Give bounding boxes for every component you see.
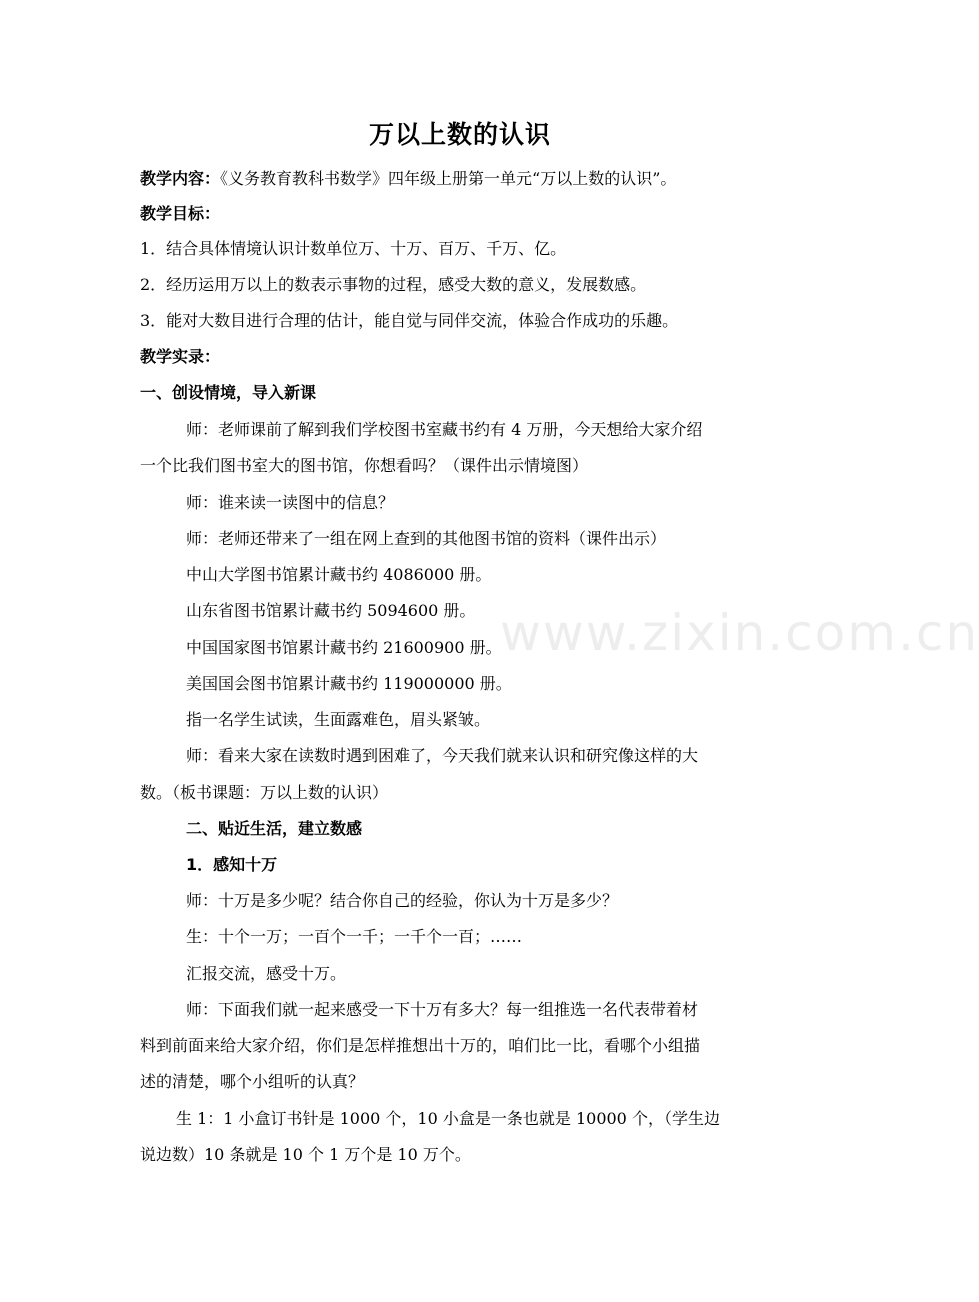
objective-item-3: 3．能对大数目进行合理的估计，能自觉与同伴交流，体验合作成功的乐趣。 (140, 311, 679, 330)
section2-paragraph-line: 生：十个一万；一百个一千；一千个一百；…… (186, 927, 523, 946)
section1-paragraph-line: 师：看来大家在读数时遇到困难了，今天我们就来认识和研究像这样的大 (186, 746, 699, 765)
content-label: 教学内容： (140, 169, 221, 188)
section1-paragraph-line: 指一名学生试读，生面露难色，眉头紧皱。 (186, 710, 491, 729)
library-item: 山东省图书馆累计藏书约 5094600 册。 (186, 601, 476, 620)
library-item: 美国国会图书馆累计藏书约 119000000 册。 (186, 674, 512, 693)
record-label: 教学实录： (140, 347, 221, 366)
section2-paragraph-line: 汇报交流，感受十万。 (186, 964, 347, 983)
section2-paragraph-line: 师：下面我们就一起来感受一下十万有多大？每一组推选一名代表带着材 (186, 1000, 699, 1019)
section2-paragraph-line: 生 1：1 小盒订书针是 1000 个，10 小盒是一条也就是 10000 个，（学生边 (176, 1109, 720, 1128)
section2-paragraph-line: 料到前面来给大家介绍，你们是怎样推想出十万的，咱们比一比，看哪个小组描 (140, 1036, 701, 1055)
content-text: 《义务教育教科书数学》四年级上册第一单元“万以上数的认识”。 (220, 169, 677, 188)
objective-item-2: 2．经历运用万以上的数表示事物的过程，感受大数的意义，发展数感。 (140, 275, 647, 294)
section2-paragraph-line: 师：十万是多少呢？结合你自己的经验，你认为十万是多少？ (186, 891, 619, 910)
library-item: 中山大学图书馆累计藏书约 4086000 册。 (186, 565, 492, 584)
section2-paragraph-line: 述的清楚，哪个小组听的认真？ (140, 1072, 365, 1091)
section1-heading: 一、创设情境，导入新课 (140, 383, 317, 402)
content-line (140, 167, 676, 191)
section1-paragraph-line: 一个比我们图书室大的图书馆，你想看吗？（课件出示情境图） (140, 456, 589, 475)
objective-item-1: 1．结合具体情境认识计数单位万、十万、百万、千万、亿。 (140, 239, 567, 258)
section1-paragraph-line: 师：老师课前了解到我们学校图书室藏书约有 4 万册，今天想给大家介绍 (186, 420, 703, 439)
section1-paragraph-line: 师：谁来读一读图中的信息？ (186, 493, 395, 512)
page-title: 万以上数的认识 (368, 120, 551, 149)
section2-subheading: 1．感知十万 (186, 855, 278, 874)
section2-paragraph-line: 说边数）10 条就是 10 个 1 万个是 10 万个。 (140, 1145, 471, 1164)
watermark: www.zixin.com.cn (500, 604, 979, 662)
objectives-label: 教学目标： (140, 204, 221, 223)
section2-heading: 二、贴近生活，建立数感 (186, 819, 363, 838)
section1-paragraph-line: 师：老师还带来了一组在网上查到的其他图书馆的资料（课件出示） (186, 529, 667, 548)
library-item: 中国国家图书馆累计藏书约 21600900 册。 (186, 638, 502, 657)
section1-paragraph-line: 数。（板书课题：万以上数的认识） (140, 783, 389, 802)
